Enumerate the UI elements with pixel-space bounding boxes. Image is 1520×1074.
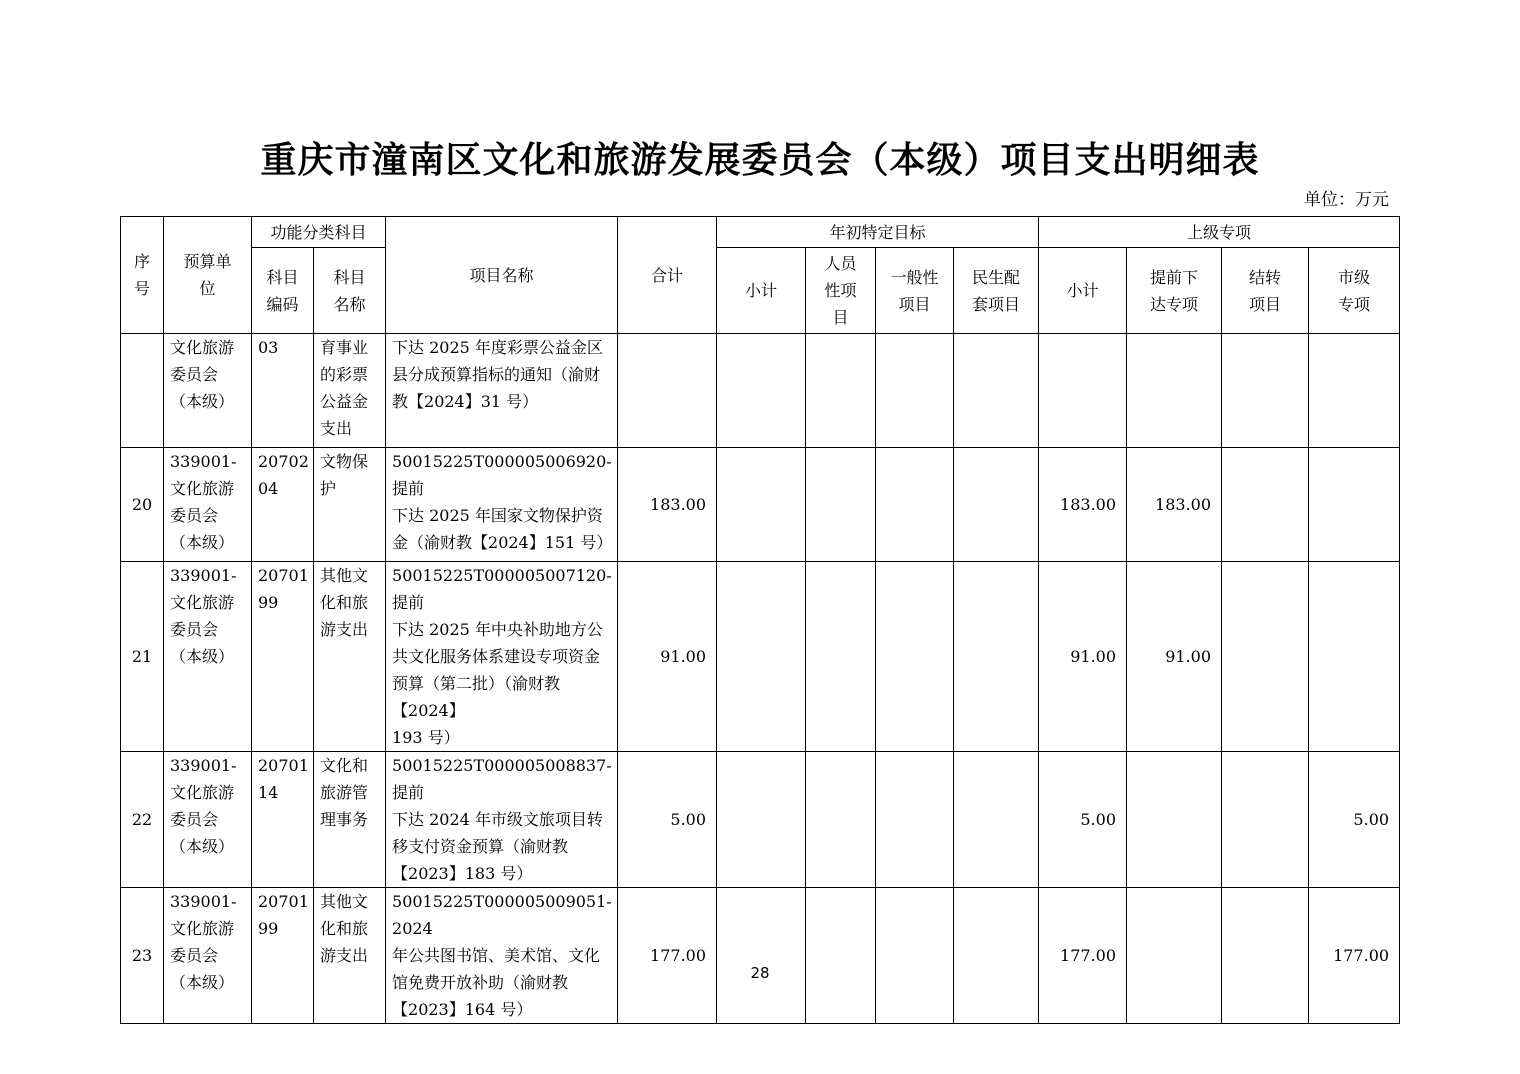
table-row [121, 888, 1400, 1024]
cell-project: 下达 2025 年度彩票公益金区 县分成预算指标的通知（渝财 教【2024】31 号） [386, 334, 618, 448]
cell-carryover [1222, 752, 1309, 888]
cell-livelihood [954, 752, 1039, 888]
header-project: 项目名称 [386, 217, 618, 334]
cell-sup-subtotal: 177.00 [1039, 888, 1127, 1024]
header-livelihood: 民生配 套项目 [954, 248, 1039, 334]
cell-seq: 20 [121, 448, 164, 562]
cell-personnel [806, 752, 876, 888]
cell-name: 文化和 旅游管 理事务 [314, 752, 386, 888]
cell-unit: 339001- 文化旅游 委员会 （本级） [164, 448, 252, 562]
cell-name: 其他文 化和旅 游支出 [314, 888, 386, 1024]
cell-unit: 339001- 文化旅游 委员会 （本级） [164, 888, 252, 1024]
cell-sup-subtotal: 91.00 [1039, 562, 1127, 752]
cell-project: 50015225T000005009051-2024 年公共图书馆、美术馆、文化 馆免费开放补助（渝财教 【2023】164 号） [386, 888, 618, 1024]
cell-total [618, 334, 717, 448]
cell-advance [1127, 334, 1222, 448]
cell-sup-subtotal: 183.00 [1039, 448, 1127, 562]
cell-advance [1127, 752, 1222, 888]
cell-general [876, 448, 954, 562]
cell-code: 20701 99 [252, 562, 314, 752]
cell-sup-subtotal: 5.00 [1039, 752, 1127, 888]
cell-code: 20702 04 [252, 448, 314, 562]
cell-total: 5.00 [618, 752, 717, 888]
cell-sup-subtotal [1039, 334, 1127, 448]
header-personnel: 人员 性项 目 [806, 248, 876, 334]
cell-city [1309, 448, 1400, 562]
cell-project: 50015225T000005008837-提前 下达 2024 年市级文旅项目转 移支付资金预算（渝财教 【2023】183 号） [386, 752, 618, 888]
header-sup-subtotal: 小计 [1039, 248, 1127, 334]
table-row [121, 752, 1400, 888]
cell-total: 91.00 [618, 562, 717, 752]
expenditure-table [120, 216, 1400, 1024]
header-name: 科目 名称 [314, 248, 386, 334]
cell-livelihood [954, 448, 1039, 562]
cell-name: 文物保 护 [314, 448, 386, 562]
table-row [121, 334, 1400, 448]
cell-personnel [806, 448, 876, 562]
header-city: 市级 专项 [1309, 248, 1400, 334]
cell-livelihood [954, 334, 1039, 448]
cell-seq: 22 [121, 752, 164, 888]
cell-livelihood [954, 562, 1039, 752]
cell-general [876, 562, 954, 752]
cell-name: 其他文 化和旅 游支出 [314, 562, 386, 752]
cell-target-subtotal [717, 888, 806, 1024]
cell-code: 20701 14 [252, 752, 314, 888]
cell-advance: 183.00 [1127, 448, 1222, 562]
cell-city: 177.00 [1309, 888, 1400, 1024]
cell-city [1309, 334, 1400, 448]
header-row-2 [121, 248, 1400, 334]
cell-unit: 339001- 文化旅游 委员会 （本级） [164, 752, 252, 888]
header-target-subtotal: 小计 [717, 248, 806, 334]
cell-target-subtotal [717, 752, 806, 888]
cell-target-subtotal [717, 562, 806, 752]
cell-unit: 文化旅游 委员会 （本级） [164, 334, 252, 448]
cell-personnel [806, 334, 876, 448]
header-code: 科目 编码 [252, 248, 314, 334]
cell-target-subtotal [717, 334, 806, 448]
cell-seq: 21 [121, 562, 164, 752]
cell-code: 20701 99 [252, 888, 314, 1024]
cell-general [876, 334, 954, 448]
cell-seq [121, 334, 164, 448]
header-target-group: 年初特定目标 [717, 217, 1039, 248]
table-body [121, 334, 1400, 1024]
cell-general [876, 888, 954, 1024]
header-row-1 [121, 217, 1400, 248]
header-superior-group: 上级专项 [1039, 217, 1400, 248]
cell-carryover [1222, 562, 1309, 752]
cell-city: 5.00 [1309, 752, 1400, 888]
cell-livelihood [954, 888, 1039, 1024]
cell-advance [1127, 888, 1222, 1024]
header-seq: 序 号 [121, 217, 164, 334]
cell-target-subtotal [717, 448, 806, 562]
cell-carryover [1222, 334, 1309, 448]
table-row [121, 448, 1400, 562]
cell-advance: 91.00 [1127, 562, 1222, 752]
cell-name: 育事业 的彩票 公益金 支出 [314, 334, 386, 448]
header-carryover: 结转 项目 [1222, 248, 1309, 334]
header-advance: 提前下 达专项 [1127, 248, 1222, 334]
table-row [121, 562, 1400, 752]
cell-code: 03 [252, 334, 314, 448]
header-general: 一般性 项目 [876, 248, 954, 334]
cell-project: 50015225T000005006920-提前 下达 2025 年国家文物保护资 金（渝财教【2024】151 号） [386, 448, 618, 562]
cell-unit: 339001- 文化旅游 委员会 （本级） [164, 562, 252, 752]
cell-total: 177.00 [618, 888, 717, 1024]
cell-city [1309, 562, 1400, 752]
cell-seq: 23 [121, 888, 164, 1024]
cell-project: 50015225T000005007120-提前 下达 2025 年中央补助地方公 共文化服务体系建设专项资金 预算（第二批）（渝财教【2024】 193 号） [386, 562, 618, 752]
cell-total: 183.00 [618, 448, 717, 562]
cell-personnel [806, 562, 876, 752]
header-unit: 预算单 位 [164, 217, 252, 334]
cell-carryover [1222, 448, 1309, 562]
unit-label: 单位：万元 [1304, 190, 1389, 210]
page-number: 28 [750, 964, 770, 982]
header-total: 合计 [618, 217, 717, 334]
cell-general [876, 752, 954, 888]
cell-personnel [806, 888, 876, 1024]
page-title: 重庆市潼南区文化和旅游发展委员会（本级）项目支出明细表 [260, 139, 1260, 181]
cell-carryover [1222, 888, 1309, 1024]
header-func-group: 功能分类科目 [252, 217, 386, 248]
